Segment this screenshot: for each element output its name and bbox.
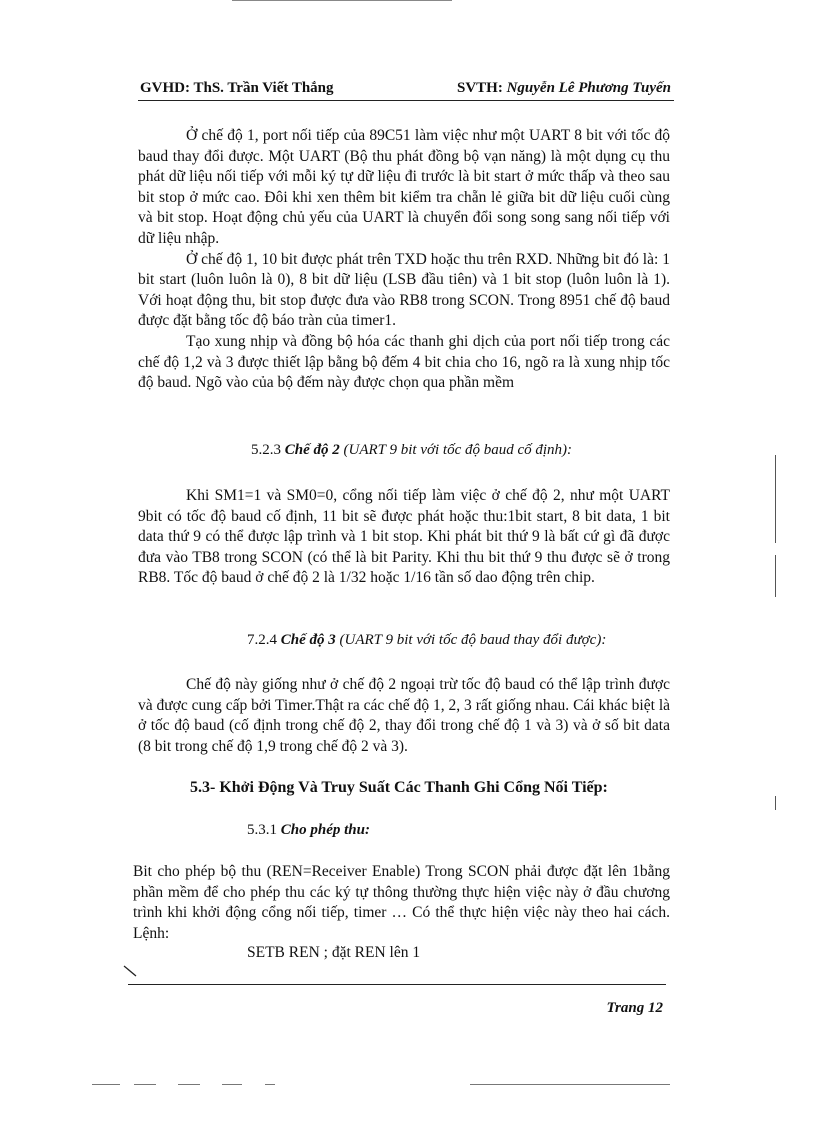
heading-5-3: 5.3- Khởi Động Và Truy Suất Các Thanh Ghi Cổng Nối Tiếp: — [190, 779, 608, 796]
heading-7-2-4 — [247, 632, 606, 649]
scan-artifact-bottom-3 — [178, 1084, 200, 1085]
heading-7-2-4-title: Chế độ 3 — [280, 632, 336, 648]
heading-5-2-3 — [251, 442, 572, 459]
paragraph-mode1-bits: Ở chế độ 1, 10 bit được phát trên TXD hoặc thu trên RXD. Những bit đó là: 1 bit start (luôn luôn là 0), 8 bit dữ liệu (LSB đầu tiên) và 1 bit stop (luôn luôn là 1). Với hoạt động thu, bit stop được đưa vào RB8 trong SCON. Trong 8951 chế độ baud được đặt bằng tốc độ báo tràn của timer1. — [138, 250, 670, 330]
heading-5-3-1-number: 5.3.1 — [247, 822, 277, 838]
scan-artifact-bottom-4 — [222, 1084, 242, 1085]
scan-artifact-right-2 — [775, 555, 776, 597]
heading-7-2-4-subtitle: (UART 9 bit với tốc độ baud thay đổi được): — [339, 632, 607, 648]
scan-artifact-right-1 — [775, 455, 776, 543]
paragraph-mode2: Khi SM1=1 và SM0=0, cổng nối tiếp làm việc ở chế độ 2, như một UART 9bit có tốc độ baud cố định, 11 bit sẽ được phát hoặc thu:1bit start, 8 bit data, 1 bit data thứ 9 có thể được lập trình và 1 bit stop. Khi phát bit thứ 9 là bất cứ gì đã được đưa vào TB8 trong SCON (có thể là bit Parity. Khi thu bit thứ 9 thu được sẽ ở trong RB8. Tốc độ baud ở chế độ 2 là 1/32 hoặc 1/16 tần số dao động trên chip. — [138, 487, 670, 587]
heading-5-2-3-subtitle: (UART 9 bit với tốc độ baud cố định): — [343, 442, 573, 458]
header-student — [457, 80, 671, 97]
footer-rule — [128, 984, 666, 985]
paragraph-mode1-uart: Ở chế độ 1, port nối tiếp của 89C51 làm việc như một UART 8 bit với tốc độ baud thay đổi được. Một UART (Bộ thu phát đồng bộ vạn năng) là một dụng cụ thu phát dữ liệu nối tiếp với mỗi ký tự dữ liệu đi trước là bit start ở mức thấp và theo sau bit stop ở mức cao. Đôi khi xen thêm bit kiểm tra chẵn lẻ giữa bit dữ liệu cuối cùng và bit stop. Hoạt động chủ yếu của UART là chuyển đổi song song sang nối tiếp với dữ liệu nhập. — [138, 127, 670, 247]
heading-5-3-1-title: Cho phép thu: — [280, 822, 370, 838]
scan-artifact-right-3 — [775, 796, 776, 810]
section-mode1 — [138, 126, 670, 394]
heading-5-3-1 — [247, 822, 370, 839]
paragraph-clock: Tạo xung nhịp và đồng bộ hóa các thanh ghi dịch của port nối tiếp trong các chế độ 1,2 và 3 được thiết lập bằng bộ đếm 4 bit chia cho 16, ngõ ra là xung nhịp tốc độ baud. Ngõ vào của bộ đếm này được chọn qua phần mềm — [138, 332, 670, 392]
heading-5-2-3-number: 5.2.3 — [251, 442, 281, 458]
header-student-prefix: SVTH: — [457, 80, 503, 96]
stray-mark-icon — [122, 962, 138, 978]
top-scan-line — [232, 0, 452, 1]
paragraph-mode3: Chế độ này giống như ở chế độ 2 ngoại trừ tốc độ baud có thể lập trình được và được cung cấp bởi Timer.Thật ra các chế độ 1, 2, 3 rất giống nhau. Cái khác biệt là ở tốc độ baud (cố định trong chế độ 2, thay đổi trong chế độ 1 và 3) và ở số bit data (8 bit trong chế độ 1,9 trong chế độ 2 và 3). — [138, 676, 670, 755]
heading-7-2-4-number: 7.2.4 — [247, 632, 277, 648]
section-mode3 — [138, 675, 670, 757]
header-supervisor: GVHD: ThS. Trần Viết Thắng — [140, 80, 334, 96]
paragraph-receive-enable: Bit cho phép bộ thu (REN=Receiver Enable) Trong SCON phải được đặt lên 1bằng phần mềm để cho phép thu các ký tự thông thường thực hiện việc này ở đầu chương trình khi khởi động cổng nối tiếp, timer … Có thể thực hiện việc này theo hai cách. Lệnh: — [133, 863, 670, 942]
scan-artifact-bottom-1 — [92, 1084, 120, 1085]
section-receive-enable — [133, 862, 670, 944]
header-student-name: Nguyễn Lê Phương Tuyến — [506, 80, 671, 96]
heading-5-2-3-title: Chế độ 2 — [284, 442, 340, 458]
page-number: Trang 12 — [606, 1000, 663, 1016]
header-rule — [138, 100, 674, 101]
scan-artifact-bottom-6 — [470, 1084, 670, 1085]
section-mode2 — [138, 486, 670, 589]
scan-artifact-bottom-5 — [265, 1084, 275, 1085]
code-setb-ren: SETB REN ; đặt REN lên 1 — [247, 944, 421, 961]
scan-artifact-bottom-2 — [134, 1084, 156, 1085]
